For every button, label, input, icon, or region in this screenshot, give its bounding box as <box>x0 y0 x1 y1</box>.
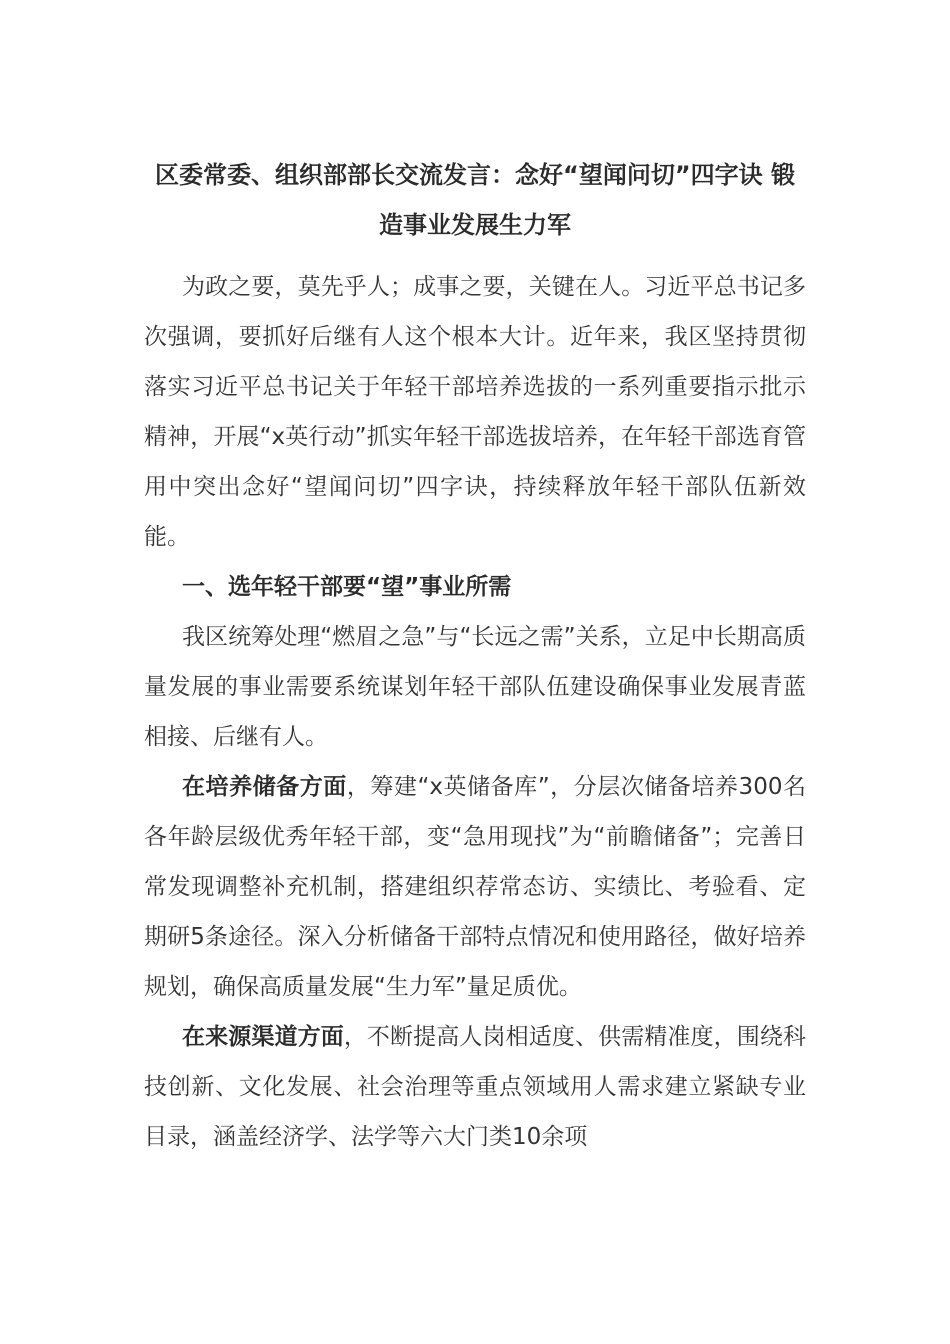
paragraph-section-1-intro <box>144 612 806 762</box>
section-heading-1: 一、选年轻干部要“望”事业所需 <box>182 574 512 600</box>
paragraph-text: 为政之要，莫先乎人；成事之要，关键在人。习近平总书记多次强调，要抓好后继有人这个根本大计。近年来，我区坚持贯彻落实习近平总书记关于年轻干部培养选拔的一系列重要指示批示精神，开展“x英行动”抓实年轻干部选拔培养，在年轻干部选育管用中突出念好“望闻问切”四字诀，持续释放年轻干部队伍新效能。 <box>144 274 806 550</box>
paragraph-source-channels <box>144 1012 806 1162</box>
paragraph-text: 我区统筹处理“燃眉之急”与“长远之需”关系，立足中长期高质量发展的事业需要系统谋划年轻干部队伍建设确保事业发展青蓝相接、后继有人。 <box>144 624 806 750</box>
paragraph-lead: 在来源渠道方面 <box>182 1024 344 1050</box>
paragraph-lead: 在培养储备方面 <box>182 774 347 800</box>
document-title: 区委常委、组织部部长交流发言：念好“望闻问切”四字诀 锻造事业发展生力军 <box>155 161 795 239</box>
paragraph-text: ，筹建“x英储备库”，分层次储备培养300名各年龄层级优秀年轻干部，变“急用现找”为“前瞻储备”；完善日常发现调整补充机制，搭建组织荐常态访、实绩比、考验看、定期研5条途径。深入分析储备干部特点情况和使用路径，做好培养规划，确保高质量发展“生力军”量足质优。 <box>144 774 807 1000</box>
document-body <box>144 262 806 1162</box>
paragraph-text: ，不断提高人岗相适度、供需精准度，围绕科技创新、文化发展、社会治理等重点领域用人需求建立紧缺专业目录，涵盖经济学、法学等六大门类10余项 <box>144 1024 807 1150</box>
paragraph-training-reserve <box>144 762 806 1012</box>
paragraph-intro <box>144 262 806 562</box>
